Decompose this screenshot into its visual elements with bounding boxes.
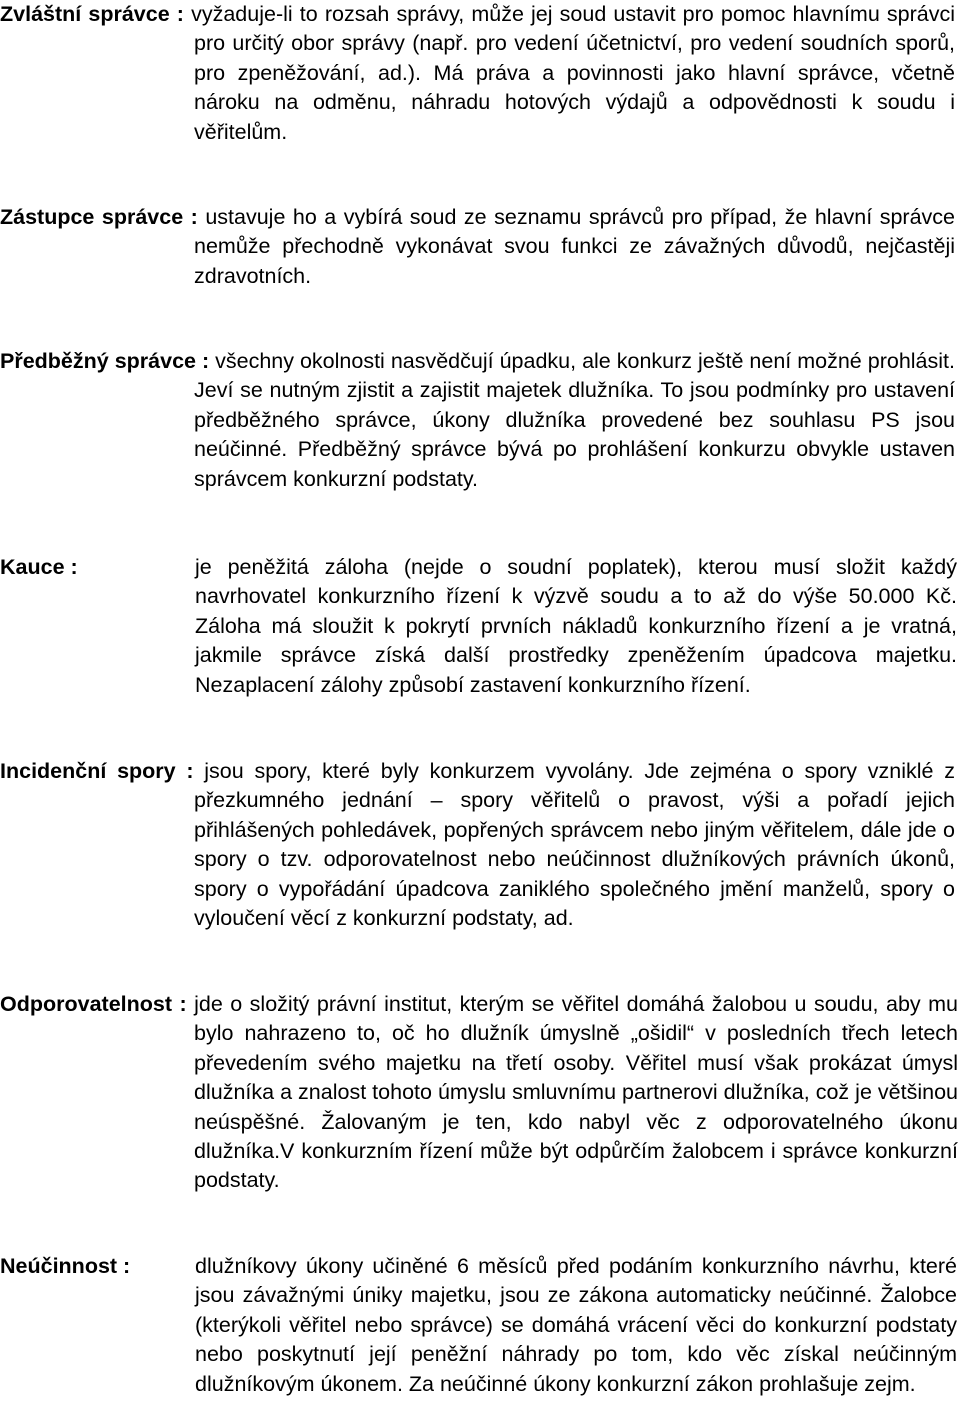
- term-definition: vyžaduje-li to rozsah správy, může jej soud ustavit pro pomoc hlavnímu správci pro určitý obor správy (např. pro vedení účetnictví, pro vedení soudních sporů, pro zpeněžování, ad.). Má práva a povinnosti jako hlavní správce, včetně nároku na odměnu, náhradu hotových výdajů a odpovědnosti k soudu i věřitelům.: [191, 2, 956, 144]
- term-label: Odporovatelnost :: [0, 992, 187, 1016]
- term-label: Incidenční spory :: [0, 759, 194, 783]
- term-label: Zástupce správce :: [0, 205, 198, 229]
- term-label: Předběžný správce :: [0, 349, 210, 373]
- term-label-neucinnost: Neúčinnost :: [0, 1254, 131, 1278]
- entry-zastupce-spravce: [0, 203, 955, 291]
- term-label: Zvláštní správce :: [0, 2, 184, 26]
- term-definition: ustavuje ho a vybírá soud ze seznamu správců pro případ, že hlavní správce nemůže přechodně vykonávat svou funkci ze závažných důvodů, nejčastěji zdravotních.: [194, 205, 955, 288]
- entry-kauce-definition: je peněžitá záloha (nejde o soudní poplatek), kterou musí složit každý navrhovatel konkurzního řízení k výzvě soudu a to až do výše 50.000 Kč. Záloha má sloužit k pokrytí prvních nákladů konkurzního řízení a je vratná, jakmile správce získá další prostředky zpeněžením úpadcova majetku. Nezaplacení zálohy způsobí zastavení konkurzního řízení.: [195, 555, 957, 697]
- term-label-kauce: Kauce :: [0, 555, 78, 579]
- entry-zvlastni-spravce: [0, 0, 955, 147]
- term-definition: všechny okolnosti nasvědčují úpadku, ale konkurz ještě není možné prohlásit. Jeví se nutným zjistit a zajistit majetek dlužníka. To jsou podmínky pro ustavení předběžného správce, úkony dlužníka provedené bez souhlasu PS jsou neúčinné. Předběžný správce bývá po prohlášení konkurzu obvykle ustaven správcem konkurzní podstaty.: [194, 349, 955, 491]
- term-definition: jde o složitý právní institut, kterým se věřitel domáhá žalobou u soudu, aby mu bylo nahrazeno to, oč ho dlužník úmyslně „ošidil“ v posledních třech letech převedením svého majetku na třetí osoby. Věřitel musí však prokázat úmysl dlužníka a znalost tohoto úmyslu smluvnímu partnerovi dlužníka, což je většinou neúspěšné. Žalovaným je ten, kdo nabyl věc z odporovatelného úkonu dlužníka.V konkurzním řízení může být odpůrčím žalobcem i správce konkurzní podstaty.: [194, 992, 958, 1193]
- entry-neucinnost-definition: dlužníkovy úkony učiněné 6 měsíců před podáním konkurzního návrhu, které jsou závažnými úniky majetku, jsou ze zákona automaticky neúčinné. Žalobce (kterýkoli věřitel nebo správce) se domáhá vrácení věci do konkurzní podstaty nebo poskytnutí její peněžní náhrady po tom, kdo věc získal neúčinným dlužníkovým úkonem. Za neúčinné úkony konkurzní zákon prohlašuje zejm.: [195, 1254, 957, 1396]
- entry-odporovatelnost: [0, 990, 958, 1196]
- term-definition: jsou spory, které byly konkurzem vyvolány. Jde zejména o spory vzniklé z přezkumného jednání – spory věřitelů o pravost, výši a pořadí jejich přihlášených pohledávek, popřených správcem nebo jiným věřitelem, dále jde o spory o tzv. odporovatelnost nebo neúčinnost dlužníkových právních úkonů, spory o vypořádání úpadcova zaniklého společného jmění manželů, spory o vyloučení věcí z konkurzní podstaty, ad.: [194, 759, 955, 931]
- entry-predbezny-spravce: [0, 347, 955, 494]
- entry-incidencni-spory: [0, 757, 955, 933]
